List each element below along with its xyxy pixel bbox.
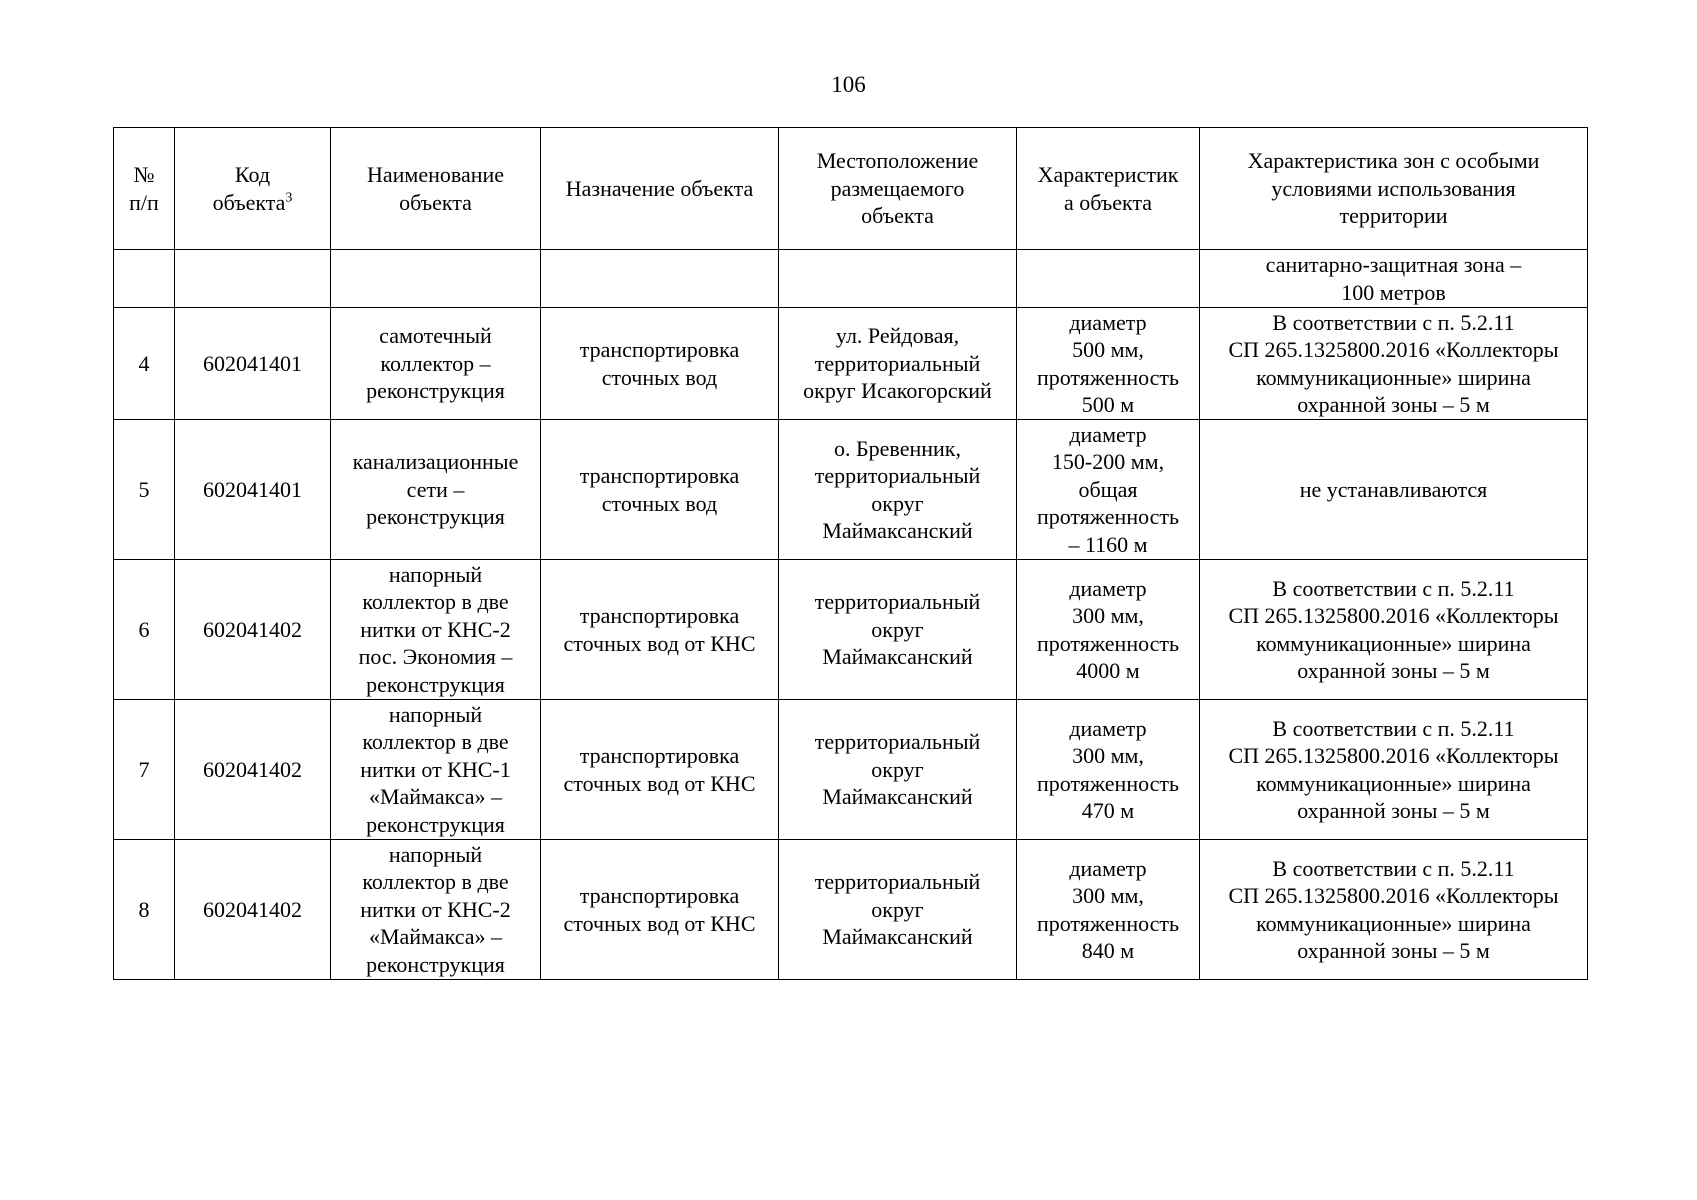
header-name (331, 128, 541, 250)
footnote-marker: 3 (285, 190, 293, 206)
header-characteristics (1017, 128, 1200, 250)
text-line: охранной зоны – 5 м (1297, 798, 1490, 823)
cell-location (779, 308, 1017, 420)
cell-characteristics (1017, 840, 1200, 980)
text-line: 500 мм, (1072, 337, 1144, 362)
text-line: транспортировка (579, 743, 740, 768)
cell-code (175, 250, 331, 308)
page-number: 106 (831, 72, 866, 97)
text-line: диаметр (1069, 421, 1147, 447)
text-line: территориальный (814, 463, 981, 488)
cell-zones (1200, 840, 1588, 980)
text-line: территориальный (814, 350, 981, 376)
cell-code-text: 602041402 (203, 896, 302, 922)
cell-zones (1200, 420, 1588, 560)
text-line: территории (1339, 203, 1448, 229)
cell-num (114, 420, 175, 560)
table-row-continuation (114, 250, 1588, 308)
text-line: – 1160 м (1068, 531, 1148, 557)
text-line: 100 метров (1341, 279, 1446, 305)
text-line: коммуникационные» ширина (1256, 910, 1531, 936)
cell-purpose (541, 840, 779, 980)
cell-code-text: 602041402 (203, 756, 302, 782)
text-line: 4000 м (1076, 658, 1140, 683)
cell-num (114, 308, 175, 420)
cell-num-text: 4 (138, 350, 150, 376)
table-row (114, 420, 1588, 560)
text-line: СП 265.1325800.2016 «Коллекторы (1228, 603, 1559, 628)
text-line: № (133, 162, 155, 187)
cell-zones (1200, 560, 1588, 700)
cell-code-text: 602041401 (203, 350, 302, 376)
table-row (114, 840, 1588, 980)
text-line: реконструкция (366, 504, 505, 530)
text-line: В соответствии с п. 5.2.11 (1272, 575, 1515, 601)
text-line: 840 м (1081, 938, 1135, 963)
text-line: транспортировка (579, 883, 740, 908)
cell-name (331, 560, 541, 700)
text-line: условиями использования (1271, 175, 1516, 201)
text-line: реконструкция (366, 671, 505, 697)
text-line: п/п (129, 189, 159, 215)
text-line: диаметр (1069, 855, 1147, 881)
cell-num (114, 840, 175, 980)
text-line: самотечный (379, 323, 492, 349)
text-line: коммуникационные» ширина (1256, 630, 1531, 656)
text-line: общая (1078, 476, 1138, 502)
text-line: Характеристика зон с особыми (1247, 148, 1540, 174)
text-line: сети – (406, 476, 465, 502)
text-line: территориальный (814, 589, 981, 615)
text-line: 300 мм, (1072, 743, 1144, 768)
text-line: СП 265.1325800.2016 «Коллекторы (1228, 883, 1559, 908)
text-line: пос. Экономия – (358, 644, 513, 670)
cell-code (175, 840, 331, 980)
text-line: сточных вод от КНС (563, 910, 756, 936)
text-line: ул. Рейдовая, (835, 323, 960, 349)
cell-location (779, 420, 1017, 560)
text-line: диаметр (1069, 715, 1147, 741)
text-line: «Маймакса» – (368, 784, 503, 810)
header-zones (1200, 128, 1588, 250)
text-line: транспортировка (579, 337, 740, 362)
text-line: диаметр (1069, 575, 1147, 601)
text-line: «Маймакса» – (368, 924, 503, 950)
cell-characteristics (1017, 250, 1200, 308)
cell-zones (1200, 700, 1588, 840)
cell-purpose (541, 308, 779, 420)
text-line: Маймаксанский (822, 924, 973, 950)
cell-purpose (541, 700, 779, 840)
cell-characteristics (1017, 560, 1200, 700)
cell-name (331, 308, 541, 420)
cell-num (114, 700, 175, 840)
text-line: протяженность (1036, 364, 1180, 390)
text-line: охранной зоны – 5 м (1297, 392, 1490, 417)
text-line: Местоположение (816, 148, 979, 174)
text-line: В соответствии с п. 5.2.11 (1272, 855, 1515, 881)
text-line: В соответствии с п. 5.2.11 (1272, 715, 1515, 741)
header-num (114, 128, 175, 250)
cell-num-text: 5 (138, 476, 150, 502)
text-line: сточных вод (601, 490, 718, 516)
cell-location (779, 700, 1017, 840)
text-line: протяженность (1036, 910, 1180, 936)
header-code-line: Код (234, 162, 271, 187)
text-line: 300 мм, (1072, 883, 1144, 908)
text-line: транспортировка (579, 463, 740, 488)
text-line: округ Исакогорский (803, 378, 992, 404)
text-line: канализационные (352, 449, 519, 475)
cell-zones (1200, 250, 1588, 308)
cell-name (331, 700, 541, 840)
cell-location (779, 560, 1017, 700)
text-line: 470 м (1081, 798, 1135, 823)
cell-location (779, 840, 1017, 980)
text-line: напорный (388, 701, 483, 727)
header-code-line: объекта$^3$ (212, 189, 293, 215)
text-line: диаметр (1069, 309, 1147, 335)
text-line: округ (871, 490, 924, 516)
text-line: напорный (388, 841, 483, 867)
text-line: территориальный (814, 869, 981, 895)
header-location (779, 128, 1017, 250)
text-line: реконструкция (366, 951, 505, 977)
text-line: охранной зоны – 5 м (1297, 938, 1490, 963)
text-line: объекта (861, 203, 934, 229)
cell-purpose (541, 560, 779, 700)
cell-num-text: 8 (138, 896, 150, 922)
text-line: территориальный (814, 729, 981, 755)
table-header-row (114, 128, 1588, 250)
cell-num-text: 6 (138, 616, 150, 642)
text-line: протяженность (1036, 770, 1180, 796)
cell-zones (1200, 308, 1588, 420)
text-line: сточных вод (601, 364, 718, 390)
cell-characteristics (1017, 700, 1200, 840)
text-line: охранной зоны – 5 м (1297, 658, 1490, 683)
cell-code (175, 700, 331, 840)
text-line: о. Бревенник, (834, 435, 961, 461)
header-purpose-text: Назначение объекта (565, 175, 754, 201)
text-line: В соответствии с п. 5.2.11 (1272, 309, 1515, 335)
text-line: коммуникационные» ширина (1256, 770, 1531, 796)
cell-characteristics (1017, 308, 1200, 420)
table-row (114, 700, 1588, 840)
text-line: 300 мм, (1072, 603, 1144, 628)
text-line: а объекта (1063, 189, 1153, 215)
cell-num (114, 250, 175, 308)
table-row (114, 560, 1588, 700)
text-line: Маймаксанский (822, 518, 973, 543)
header-purpose (541, 128, 779, 250)
text-line: сточных вод от КНС (563, 770, 756, 796)
text-line: протяженность (1036, 504, 1180, 530)
text-line: 150-200 мм, (1051, 449, 1165, 475)
cell-name (331, 250, 541, 308)
text-line: транспортировка (579, 603, 740, 628)
text-line: округ (871, 896, 924, 922)
text-line: Маймаксанский (822, 644, 973, 670)
text-line: размещаемого (830, 175, 965, 201)
text-line: 500 м (1081, 392, 1135, 417)
cell-code-text: 602041401 (203, 476, 302, 502)
cell-name (331, 420, 541, 560)
text-line: нитки от КНС-2 (360, 616, 511, 642)
text-line: санитарно-защитная зона – (1265, 252, 1522, 277)
cell-code (175, 420, 331, 560)
text-line: протяженность (1036, 630, 1180, 656)
cell-location (779, 250, 1017, 308)
cell-purpose (541, 420, 779, 560)
table-body (114, 250, 1588, 980)
text-line: нитки от КНС-2 (360, 896, 511, 922)
cell-name (331, 840, 541, 980)
text-line: Характеристик (1037, 162, 1179, 187)
text-line: объекта (399, 189, 472, 215)
table-row (114, 308, 1588, 420)
text-line: коллектор в две (362, 869, 509, 895)
cell-code-text: 602041402 (203, 616, 302, 642)
text-line: не устанавливаются (1299, 476, 1488, 502)
text-line: Маймаксанский (822, 784, 973, 810)
text-line: нитки от КНС-1 (360, 756, 511, 782)
text-line: реконструкция (366, 378, 505, 404)
cell-code (175, 560, 331, 700)
text-line: коллектор – (380, 350, 491, 376)
text-line: Наименование (366, 162, 505, 187)
cell-purpose (541, 250, 779, 308)
text-line: СП 265.1325800.2016 «Коллекторы (1228, 743, 1559, 768)
cell-code (175, 308, 331, 420)
cell-num (114, 560, 175, 700)
text-line: округ (871, 756, 924, 782)
objects-table (113, 127, 1588, 980)
text-line: реконструкция (366, 811, 505, 837)
cell-num-text: 7 (138, 756, 150, 782)
text-line: коллектор в две (362, 589, 509, 615)
text-line: коммуникационные» ширина (1256, 364, 1531, 390)
text-line: сточных вод от КНС (563, 630, 756, 656)
text-line: округ (871, 616, 924, 642)
cell-characteristics (1017, 420, 1200, 560)
text-line: коллектор в две (362, 729, 509, 755)
text-line: напорный (388, 561, 483, 587)
header-code (175, 128, 331, 250)
text-line: СП 265.1325800.2016 «Коллекторы (1228, 337, 1559, 362)
